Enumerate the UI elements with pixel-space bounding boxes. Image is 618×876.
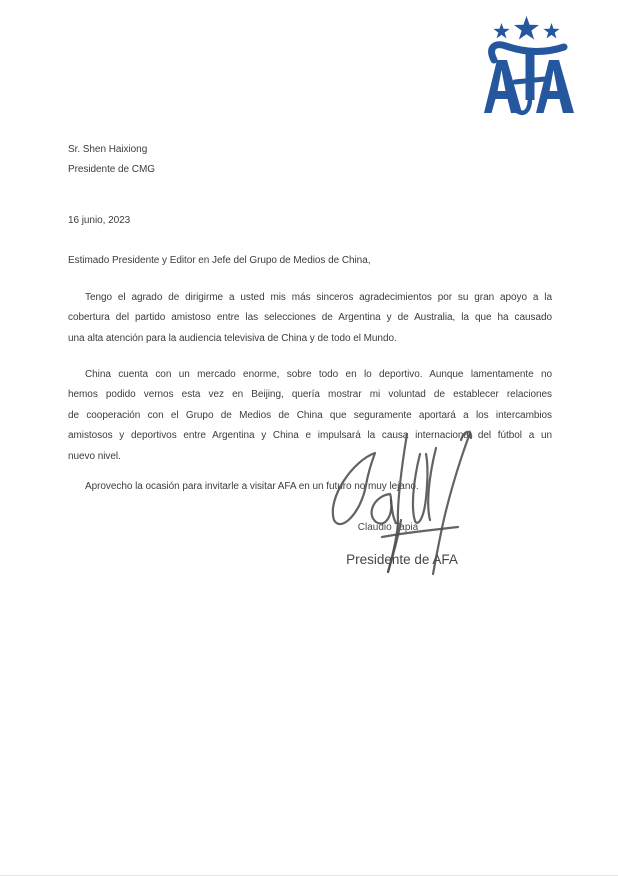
letter-a-right — [536, 60, 574, 113]
signature-stroke — [391, 500, 396, 523]
signature-stroke — [372, 494, 392, 524]
letter-date: 16 junio, 2023 — [68, 215, 131, 226]
afa-logo-graphic — [484, 10, 574, 122]
star-icon — [514, 16, 539, 40]
recipient-block — [68, 140, 552, 181]
recipient-name: Sr. Shen Haixiong — [68, 144, 148, 155]
signature-stroke — [413, 454, 428, 523]
paragraph-line: una alta atención para la audiencia televisiva de China y de todo el Mundo. — [68, 332, 397, 344]
recipient-title: Presidente de CMG — [68, 164, 155, 176]
signature-stroke — [333, 453, 375, 524]
afa-logo-stars — [493, 16, 559, 40]
letter-a-left — [484, 60, 522, 113]
signature-stroke — [433, 433, 470, 574]
star-icon — [543, 23, 559, 38]
signature-stroke — [388, 520, 401, 572]
signatory-title: Presidente de AFA — [346, 552, 458, 567]
signature-underline — [382, 527, 458, 537]
letter-f-crossbar — [515, 79, 545, 82]
afa-logo-letters — [484, 45, 574, 113]
paragraph-line: nuevo nivel. — [68, 450, 121, 462]
signature-stroke — [428, 448, 436, 520]
star-icon — [493, 23, 509, 38]
paragraph-line: Tengo el agrado de dirigirme a usted mis más sinceros agradecimientos por su gran apoyo a la — [85, 292, 552, 303]
paragraph-1 — [68, 288, 552, 349]
handwritten-signature — [300, 426, 490, 586]
paragraph-line: de cooperación con el Grupo de Medios de China que seguramente aportará a los intercambios — [68, 409, 552, 421]
salutation: Estimado Presidente y Editor en Jefe del Grupo de Medios de China, — [68, 255, 371, 266]
afa-logo — [484, 10, 574, 122]
paragraph-line: Aprovecho la ocasión para invitarle a visitar AFA en un futuro no muy lejano. — [85, 481, 419, 492]
signatory-name: Claudio Tapia — [357, 522, 419, 533]
paragraph-line: cobertura del partido amistoso entre las selecciones de Argentina y de Australia, la que ha causado — [68, 312, 552, 324]
paragraph-line: hemos podido vernos esta vez en Beijing, quería mostrar mi voluntad de establecer relaciones — [68, 389, 552, 401]
paragraph-line: China cuenta con un mercado enorme, sobre todo en lo deportivo. Aunque lamentamente no — [85, 369, 552, 380]
paragraph-line: amistosos y deportivos entre Argentina y China e impulsará la causa internacional del fútbol a un — [68, 430, 552, 442]
